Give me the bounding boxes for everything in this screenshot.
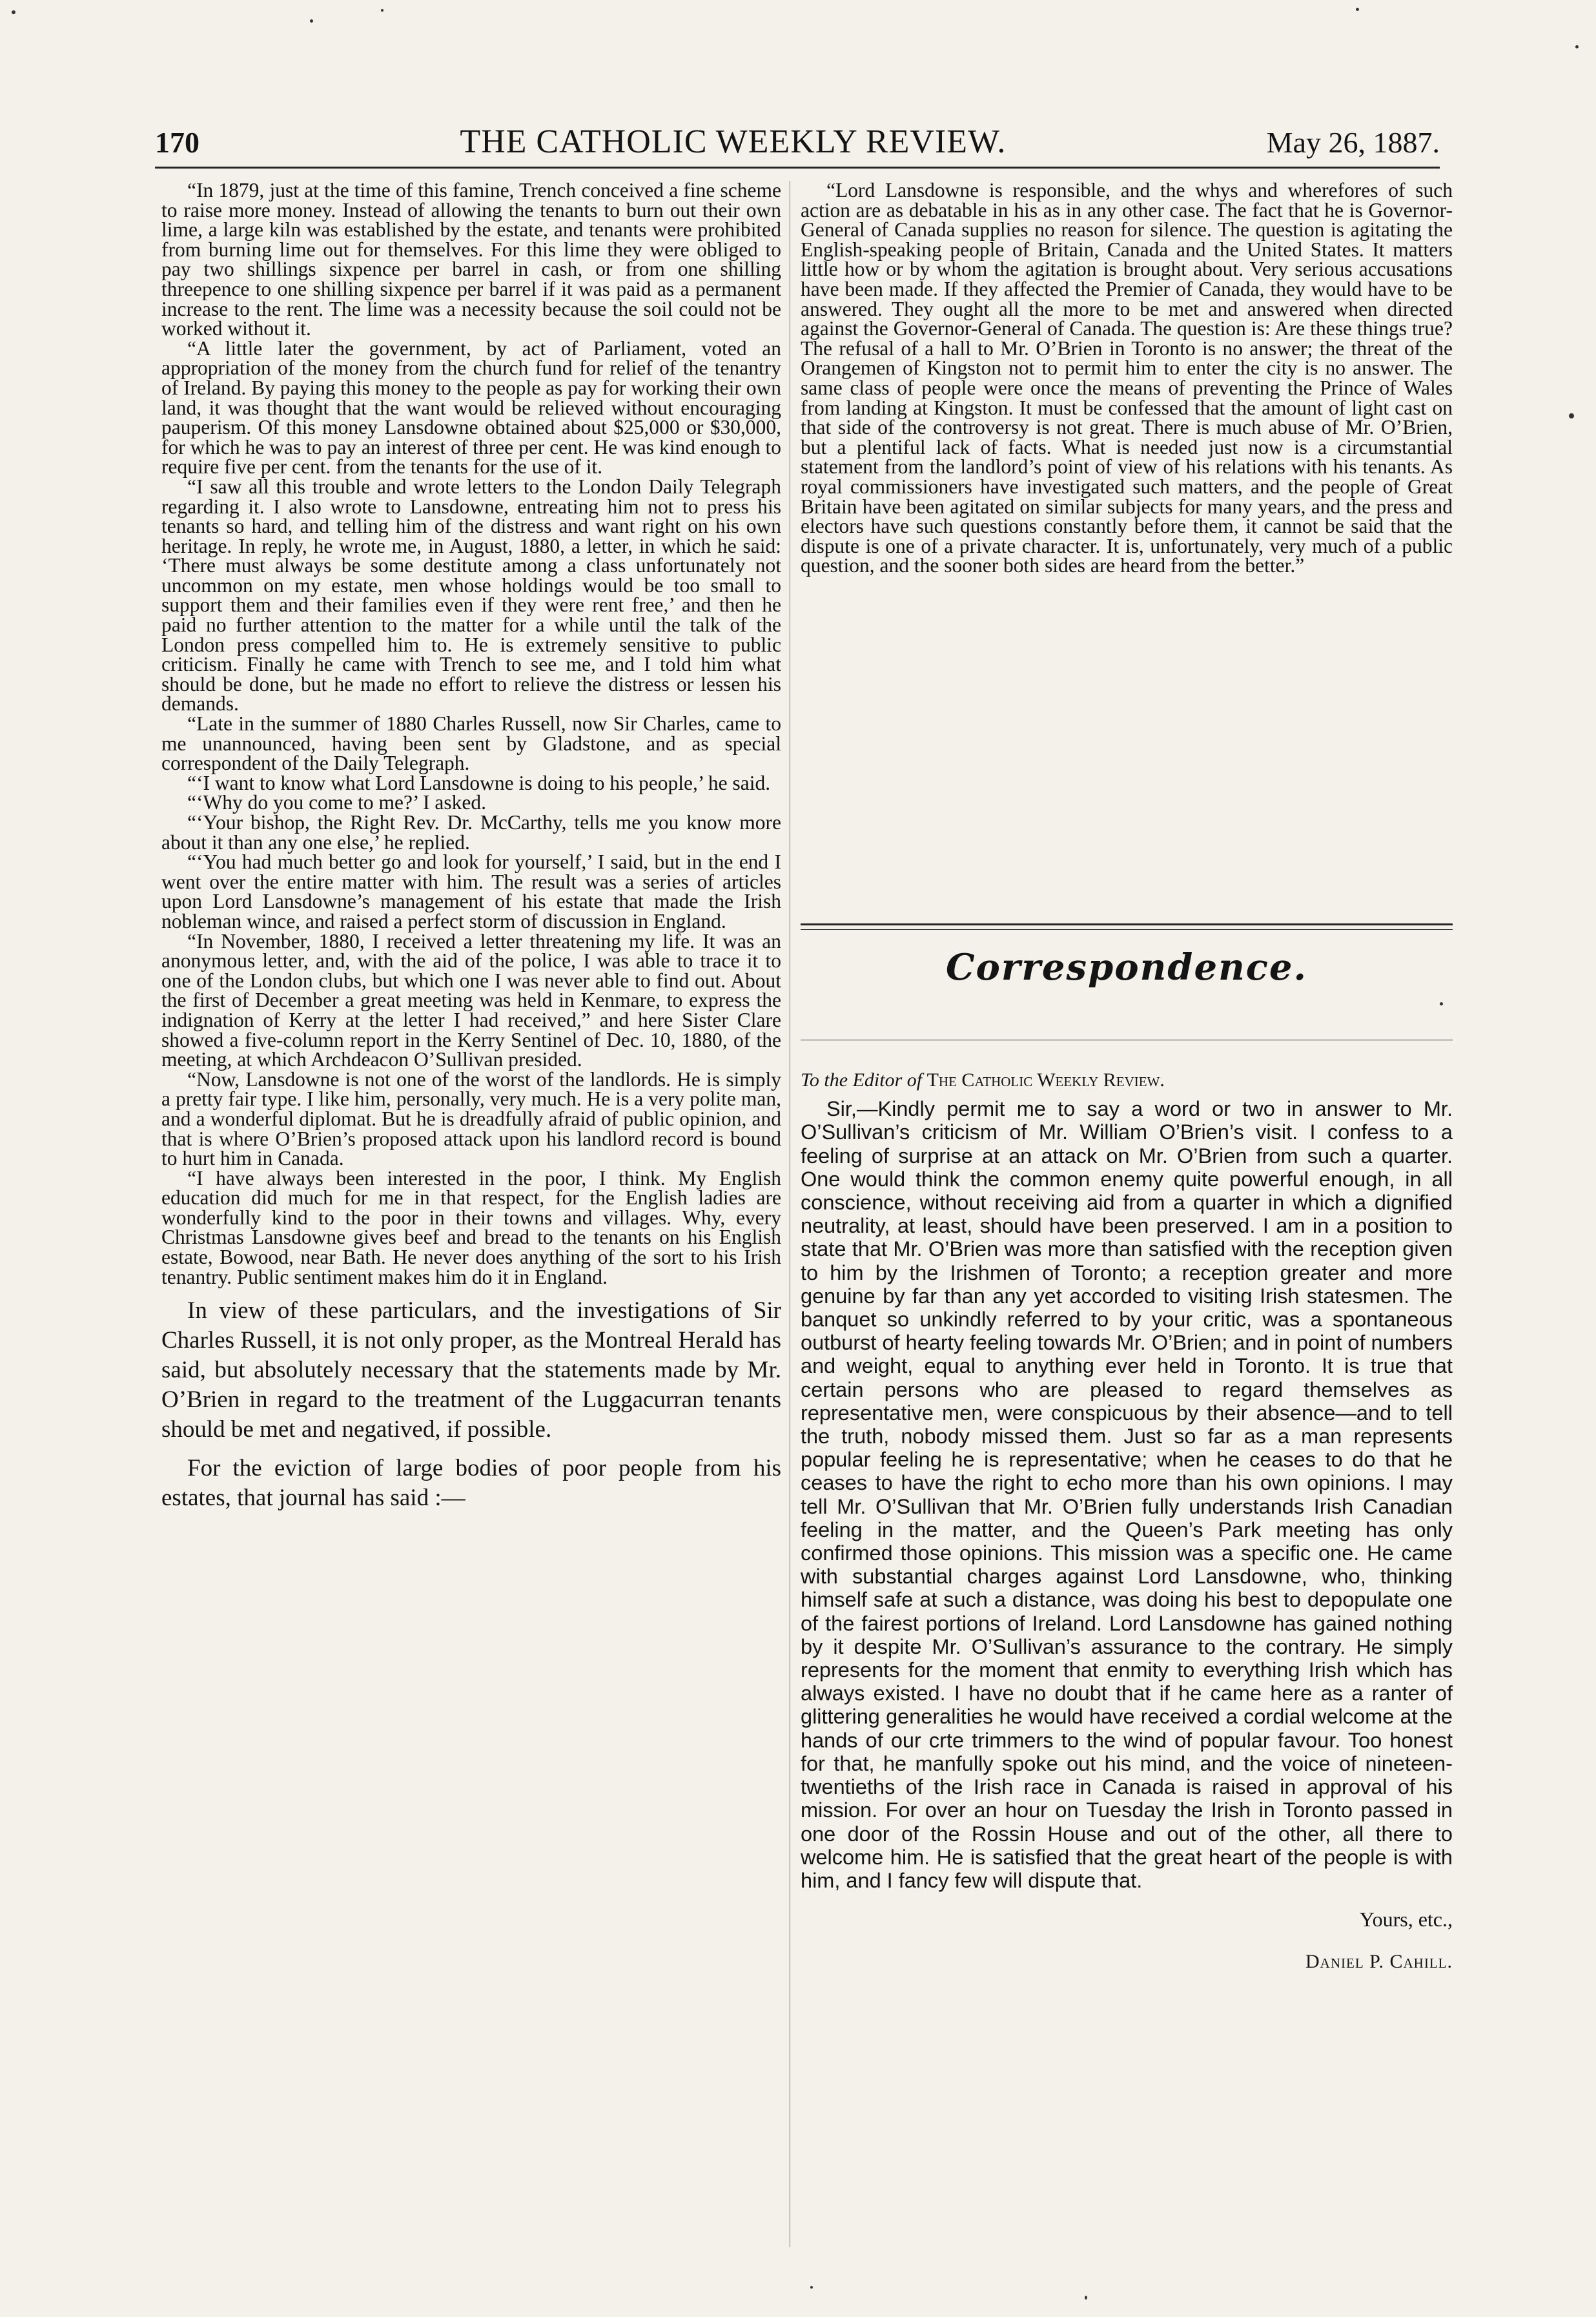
paragraph: “Late in the summer of 1880 Charles Russell, now Sir Charles, came to me unannounced, having been sent by Gladstone, and as special correspondent of the Daily Telegraph. [161, 712, 781, 775]
page-header [155, 123, 1440, 168]
header-rule [155, 167, 1440, 169]
paragraph: “I have always been interested in the poor, I think. My English education did much for me in that respect, for the English ladies are wonderfully kind to the poor in their towns and villages. Why, every Christmas Lansdowne gives beef and bread to the tenants on his English estate, Bowood, near Bath. He never does anything of the sort to his Irish tenantry. Public sentiment makes him do it in England. [161, 1166, 781, 1288]
section-title: Correspondence. [945, 946, 1308, 989]
right-quote-block [801, 181, 1453, 917]
paragraph: “‘Why do you come to me?’ I asked. [187, 791, 486, 814]
left-column [161, 181, 781, 2247]
page-number: 170 [155, 126, 200, 159]
letter-closing: Yours, etc., [1359, 1908, 1453, 1931]
quoted-passage: “Lord Lansdowne is responsible, and the whys and wherefores of such action are as debatable in his as in any other case. The fact that he is Governor-General of Canada supplies no reason for silence. The question is agitating the English-speaking people of Britain, Canada and the United States. It matters little how or by whom the agitation is brought about. Very serious accusations have been made. If they affected the Premier of Canada, they would have to be answered. They ought all the more to be met and answered when directed against the Governor-General of Canada. The question is: Are these things true? The refusal of a hall to Mr. O’Brien in Toronto is no answer; the threat of the Orangemen of Kingston not to permit him to enter the city is no answer. The same class of people were once the means of preventing the Prince of Wales from landing at Kingston. It must be confessed that the amount of light cast on that side of the controversy is not great. There is much abuse of Mr. O’Brien, but a plentiful lack of facts. What is needed just now is a circumstantial statement from the landlord’s point of view of his relations with his tenants. As royal commissioners have investigated such matters, and the people of Great Britain have been agitated on similar subjects for many years, and the press and electors have such questions constantly before them, it cannot be said that the dispute is one of a private character. It is, unfortunately, very much of a public question, and the sooner both sides are heard from the better.” [801, 181, 1453, 577]
correspondence-letter [801, 1069, 1453, 1974]
paragraph: “In November, 1880, I received a letter threatening my life. It was an anonymous letter, and, with the aid of the police, I was able to trace it to one of the London clubs, but which one I was never able to find out. About the first of December a great meeting was held in Kenmare, to express the indignation of Kerry at the letter I had received,” and here Sister Clare showed a five-column report in the Kerry Sentinel of Dec. 10, 1880, of the meeting, at which Archdeacon O’Sullivan presided. [161, 929, 781, 1071]
letter-address [801, 1069, 1453, 1092]
paragraph: “‘You had much better go and look for yourself,’ I said, but in the end I went over the entire matter with him. The result was a series of articles upon Lord Lansdowne’s management of his estate that made the Irish nobleman wince, and raised a perfect storm of discussion in England. [161, 850, 781, 932]
paragraph: “A little later the government, by act of Parliament, voted an appropriation of the money from the church fund for relief of the tenantry of Ireland. By paying this money to the people as pay for working their own land, it was thought that the want would be relieved without encouraging pauperism. Of this money Lansdowne obtained about $25,000 or $30,000, for which he was to pay an interest of three per cent. He was kind enough to require five per cent. from the tenants for the use of it. [161, 336, 781, 479]
paragraph: “Now, Lansdowne is not one of the worst of the landlords. He is simply a pretty fair type. I like him, personally, very much. He is a very polite man, and a wonderful diplomat. But he is dreadfully afraid of public opinion, and that is where O’Brien’s proposed attack upon his landlord record is bound to hurt him in Canada. [161, 1067, 781, 1170]
to-editor-prefix: To the Editor of [801, 1069, 923, 1091]
paragraph: “In 1879, just at the time of this famine, Trench conceived a fine scheme to raise more money. Instead of allowing the tenants to burn out their own lime, a large kiln was established by the estate, and tenants were prohibited from burning lime out for themselves. For this lime they were obliged to pay two shillings sixpence per barrel in cash, or from one shilling threepence to one shilling sixpence per barrel if it was paid as a permanent increase to the rent. The lime was a necessity because the soil could not be worked without it. [161, 181, 781, 340]
paragraph: “‘I want to know what Lord Lansdowne is doing to his people,’ he said. [187, 771, 771, 794]
journal-title: THE CATHOLIC WEEKLY REVIEW. [460, 123, 1007, 160]
section-double-rule [801, 923, 1453, 930]
issue-date: May 26, 1887. [1266, 126, 1440, 159]
paragraph: “I saw all this trouble and wrote letters to the London Daily Telegraph regarding it. I also wrote to Lansdowne, entreating him not to press his tenants so hard, and telling him of the distress and want right on his own heritage. In reply, he wrote me, in August, 1880, a letter, in which he said: ‘There must always be some destitute among a class unfortunately not uncommon on my estate, men whose holdings would be too small to support them and their families even if they were rent free,’ and then he paid no further attention to the matter for a while until the talk of the London press compelled him to. He is extremely sensitive to public criticism. Finally he came with Trench to see me, and I told him what should be done, but he made no effort to relieve the distress or lessen his demands. [161, 475, 781, 716]
paragraph-large: For the eviction of large bodies of poor people from his estates, that journal has said :— [161, 1455, 781, 1512]
to-editor-journal: The Catholic Weekly Review. [926, 1069, 1165, 1091]
letter-signature: Daniel P. Cahill. [1305, 1951, 1453, 1973]
letter-body: Sir,—Kindly permit me to say a word or two in answer to Mr. O’Sullivan’s criticism of Mr. William O’Brien’s visit. I confess to a feeling of surprise at an attack on Mr. O’Brien from such a quarter. One would think the common enemy quite powerful enough, in all conscience, without receiving aid from a quarter in which a dignified neutrality, at least, should have been preserved. I am in a position to state that Mr. O’Brien was more than satisfied with the reception given to him by the Irishmen of Toronto; a reception greater and more genuine by far than any yet accorded to visiting Irish statesmen. The banquet so unkindly referred to by your critic, was a spontaneous outburst of hearty feeling towards Mr. O’Brien; and in point of numbers and weight, equal to anything ever held in Toronto. It is true that certain persons who are pleased to regard themselves as representative men, were conspicuous by their absence—and to tell the truth, nobody missed them. Just so far as a man represents popular feeling he is representative; when he ceases to do that he ceases to have the right to echo more than his own opinions. I may tell Mr. O’Sullivan that Mr. O’Brien fully understands Irish Canadian feeling in the matter, and the Queen’s Park meeting has only confirmed those opinions. This mission was a specific one. He came with substantial charges against Lord Lansdowne, who, thinking himself safe at such a distance, was doing his best to depopulate one of the fairest portions of Ireland. Lord Lansdowne has gained nothing by it despite Mr. O’Sullivan’s assurance to the contrary. He simply represents for the moment that enmity to everything Irish which has always existed. I have no doubt that if he came here as a ranter of glittering generalities he would have received a cordial welcome at the hands of our crte trimmers to the wind of popular favour. Too honest for that, he manfully spoke out his mind, and the voice of nineteen-twentieths of the Irish race in Canada is raised in approval of his mission. For over an hour on Tuesday the Irish in Toronto passed in one door of the Rossin House and out of the other, all there to welcome him. He is satisfied that the great heart of the people is with him, and I fancy few will dispute that. [801, 1097, 1453, 1892]
paragraph: “‘Your bishop, the Right Rev. Dr. McCarthy, tells me you know more about it than any one else,’ he replied. [161, 811, 781, 854]
paragraph-large: In view of these particulars, and the investigations of Sir Charles Russell, it is not only proper, as the Montreal Herald has said, but absolutely necessary that the statements made by Mr. O’Brien in regard to the treatment of the Luggacurran tenants should be met and negatived, if possible. [161, 1297, 781, 1443]
